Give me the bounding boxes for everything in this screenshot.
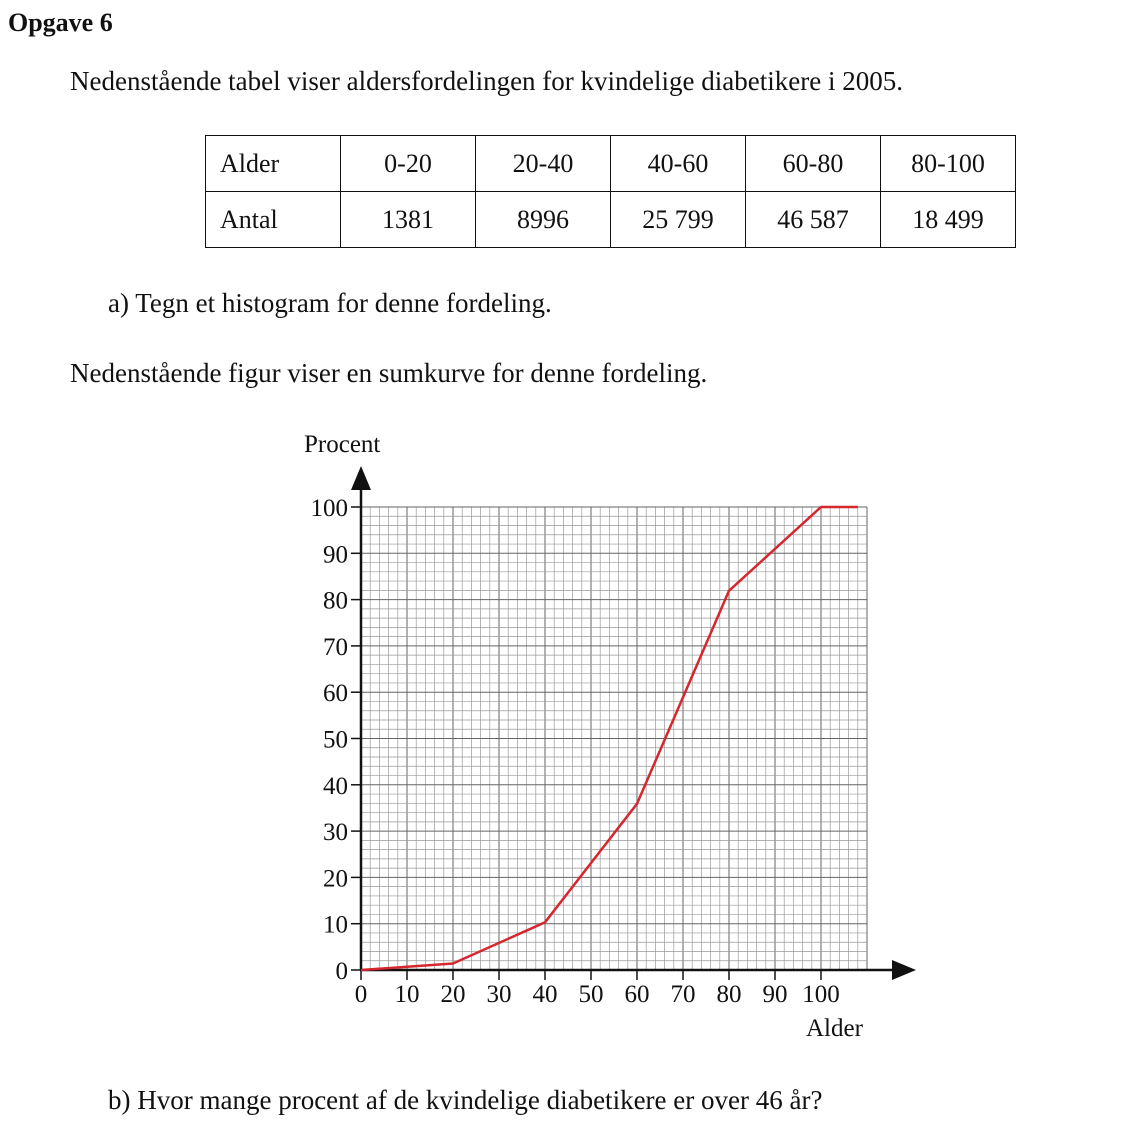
y-tick-label: 20 [323, 865, 348, 893]
x-tick-label: 90 [762, 981, 788, 1008]
table-cell-age-group: 20-40 [476, 136, 611, 192]
table-cell-count: 46 587 [746, 192, 881, 248]
y-tick-label: 80 [323, 587, 348, 615]
table-cell-age-group: 40-60 [611, 136, 746, 192]
y-tick-label: 10 [323, 911, 348, 939]
table-cell-count: 18 499 [881, 192, 1016, 248]
chart-grid [361, 507, 867, 970]
y-axis-arrow-icon [351, 466, 371, 490]
x-tick-label: 70 [670, 981, 696, 1008]
x-tick-label: 100 [802, 981, 840, 1008]
table-cell-count: 8996 [476, 192, 611, 248]
x-axis-arrow-icon [892, 960, 916, 980]
y-tick-label: 100 [310, 495, 348, 522]
x-tick-label: 80 [716, 981, 742, 1008]
table-cell-age-group: 60-80 [746, 136, 881, 192]
y-tick-label: 50 [323, 726, 348, 754]
figure-intro-text: Nedenstående figur viser en sumkurve for denne fordeling. [70, 358, 708, 388]
x-tick-label: 20 [440, 981, 466, 1008]
y-tick-label: 60 [323, 680, 348, 708]
intro-text: Nedenstående tabel viser aldersfordelingen for kvindelige diabetikere i 2005. [70, 66, 903, 96]
y-tick-label: 70 [323, 633, 348, 661]
x-tick-label: 30 [486, 981, 512, 1008]
x-tick-label: 40 [532, 981, 558, 1008]
exercise-heading: Opgave 6 [8, 8, 113, 37]
x-axis-label: Alder [806, 1015, 863, 1042]
x-tick-label: 50 [578, 981, 604, 1008]
y-tick-label: 30 [323, 819, 348, 847]
x-tick-label: 60 [624, 981, 650, 1008]
y-tick-label: 40 [323, 772, 348, 800]
table-cell-age-group: 80-100 [881, 136, 1016, 192]
table-row-header: Antal [206, 192, 341, 248]
table-cell-count: 1381 [341, 192, 476, 248]
question-a: a) Tegn et histogram for denne fordeling. [108, 288, 552, 318]
table-cell-count: 25 799 [611, 192, 746, 248]
table-row-header: Alder [206, 136, 341, 192]
y-tick-label: 90 [323, 541, 348, 569]
question-b: b) Hvor mange procent af de kvindelige diabetikere er over 46 år? [108, 1085, 823, 1115]
y-axis-label: Procent [304, 431, 381, 458]
x-tick-label: 10 [394, 981, 420, 1008]
table-cell-age-group: 0-20 [341, 136, 476, 192]
y-tick-label: 0 [335, 958, 348, 985]
x-tick-label: 0 [354, 981, 368, 1008]
